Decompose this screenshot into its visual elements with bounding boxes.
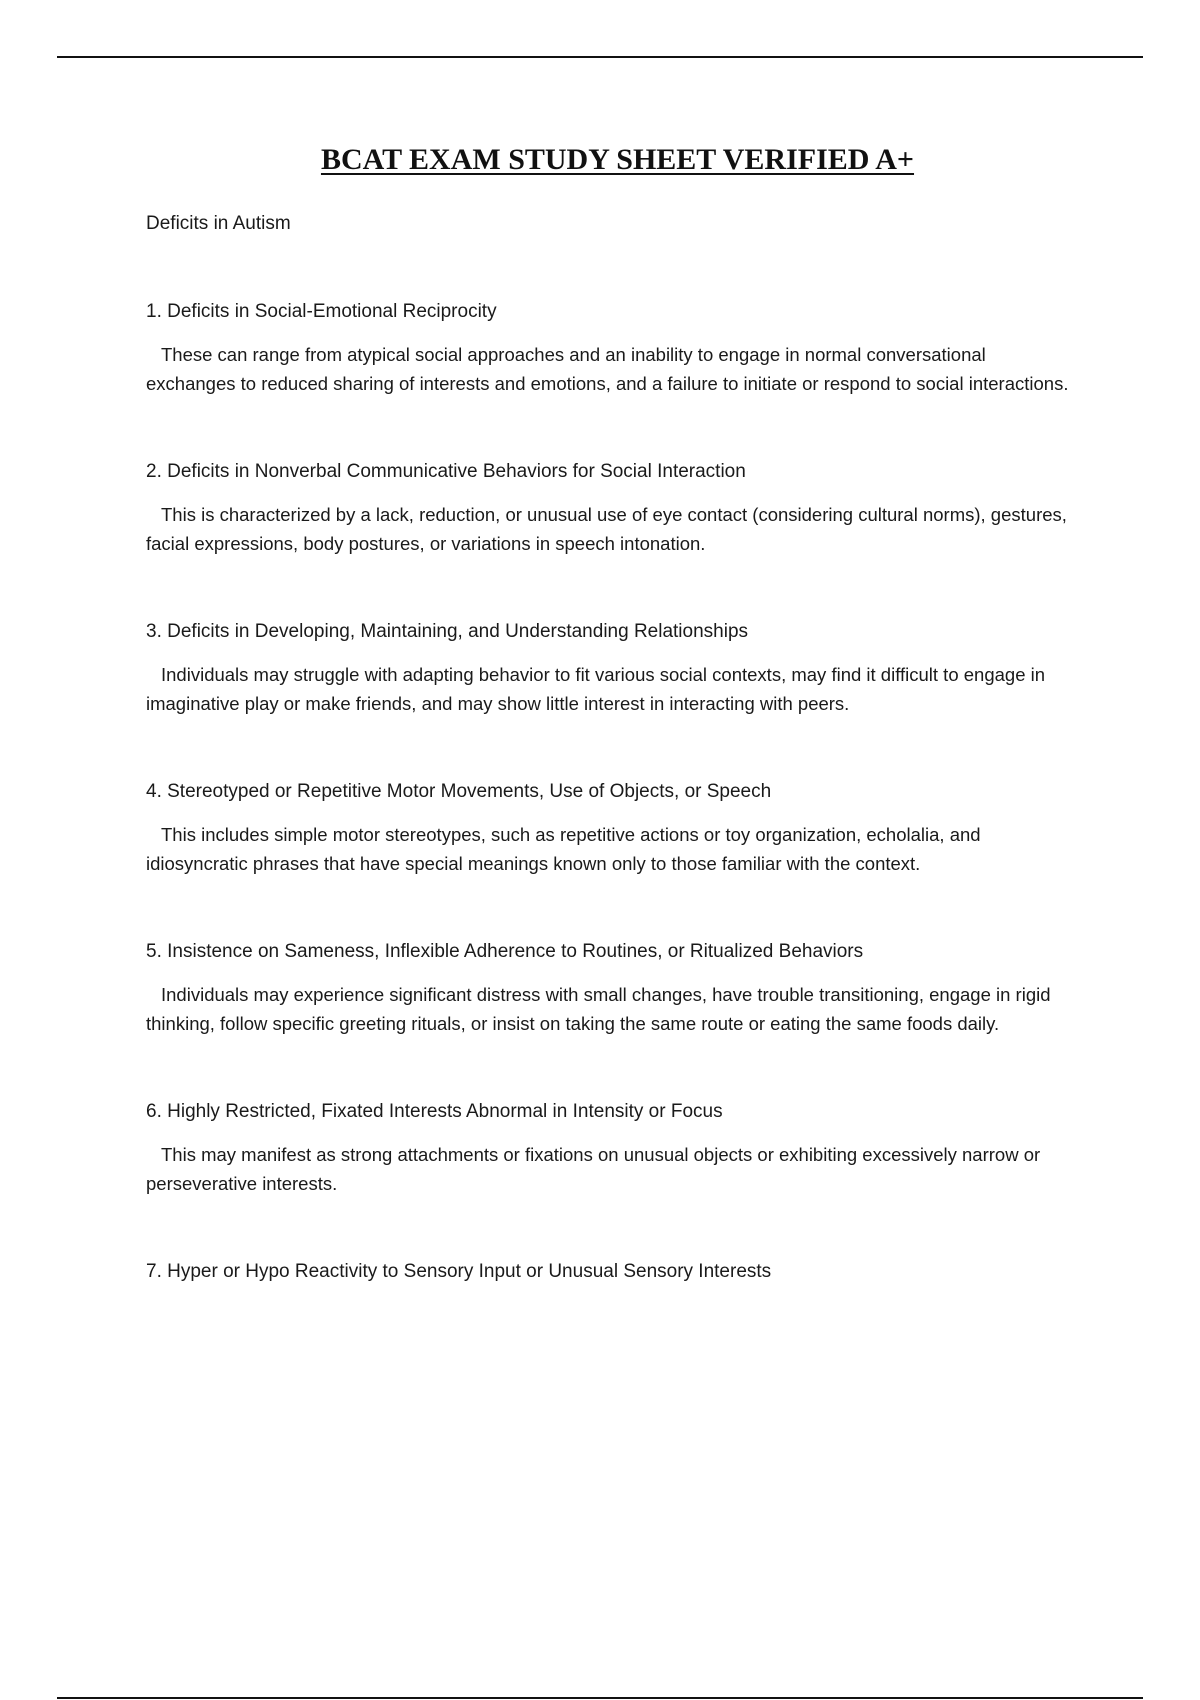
section-heading: 3. Deficits in Developing, Maintaining, and Understanding Relationships (146, 621, 749, 642)
section-heading: 5. Insistence on Sameness, Inflexible Adherence to Routines, or Ritualized Behaviors (146, 941, 864, 962)
section-2 (146, 458, 1076, 558)
top-rule (57, 56, 1143, 58)
section-7 (146, 1258, 1076, 1286)
section-6 (146, 1098, 1076, 1198)
page-title (0, 142, 1200, 178)
section-heading: 6. Highly Restricted, Fixated Interests Abnormal in Intensity or Focus (146, 1101, 723, 1122)
section-body: These can range from atypical social approaches and an inability to engage in normal conversational exchanges to reduced sharing of interests and emotions, and a failure to initiate or respond to social interactions. (146, 344, 1069, 394)
section-body: This includes simple motor stereotypes, such as repetitive actions or toy organization, echolalia, and idiosyncratic phrases that have special meanings known only to those familiar with the context. (146, 824, 981, 874)
section-heading: 1. Deficits in Social-Emotional Reciprocity (146, 301, 497, 322)
section-body: Individuals may struggle with adapting behavior to fit various social contexts, may find it difficult to engage in imaginative play or make friends, and may show little interest in interacting with peers. (146, 664, 1046, 714)
section-heading: 4. Stereotyped or Repetitive Motor Movements, Use of Objects, or Speech (146, 781, 772, 802)
document-body (146, 210, 1076, 1346)
section-body: This may manifest as strong attachments or fixations on unusual objects or exhibiting excessively narrow or perseverative interests. (146, 1144, 1041, 1194)
section-heading: 2. Deficits in Nonverbal Communicative Behaviors for Social Interaction (146, 461, 746, 482)
bottom-rule (57, 1697, 1143, 1699)
section-4 (146, 778, 1076, 878)
section-3 (146, 618, 1076, 718)
document-subtitle: Deficits in Autism (146, 213, 291, 234)
section-body: This is characterized by a lack, reduction, or unusual use of eye contact (considering cultural norms), gestures, facial expressions, body postures, or variations in speech intonation. (146, 504, 1067, 554)
page-title-text: BCAT EXAM STUDY SHEET VERIFIED A+ (320, 143, 915, 176)
section-body: Individuals may experience significant distress with small changes, have trouble transitioning, engage in rigid thinking, follow specific greeting rituals, or insist on taking the same route or eating the same foods daily. (146, 984, 1051, 1034)
section-1 (146, 298, 1076, 398)
section-5 (146, 938, 1076, 1038)
section-heading: 7. Hyper or Hypo Reactivity to Sensory Input or Unusual Sensory Interests (146, 1261, 772, 1282)
